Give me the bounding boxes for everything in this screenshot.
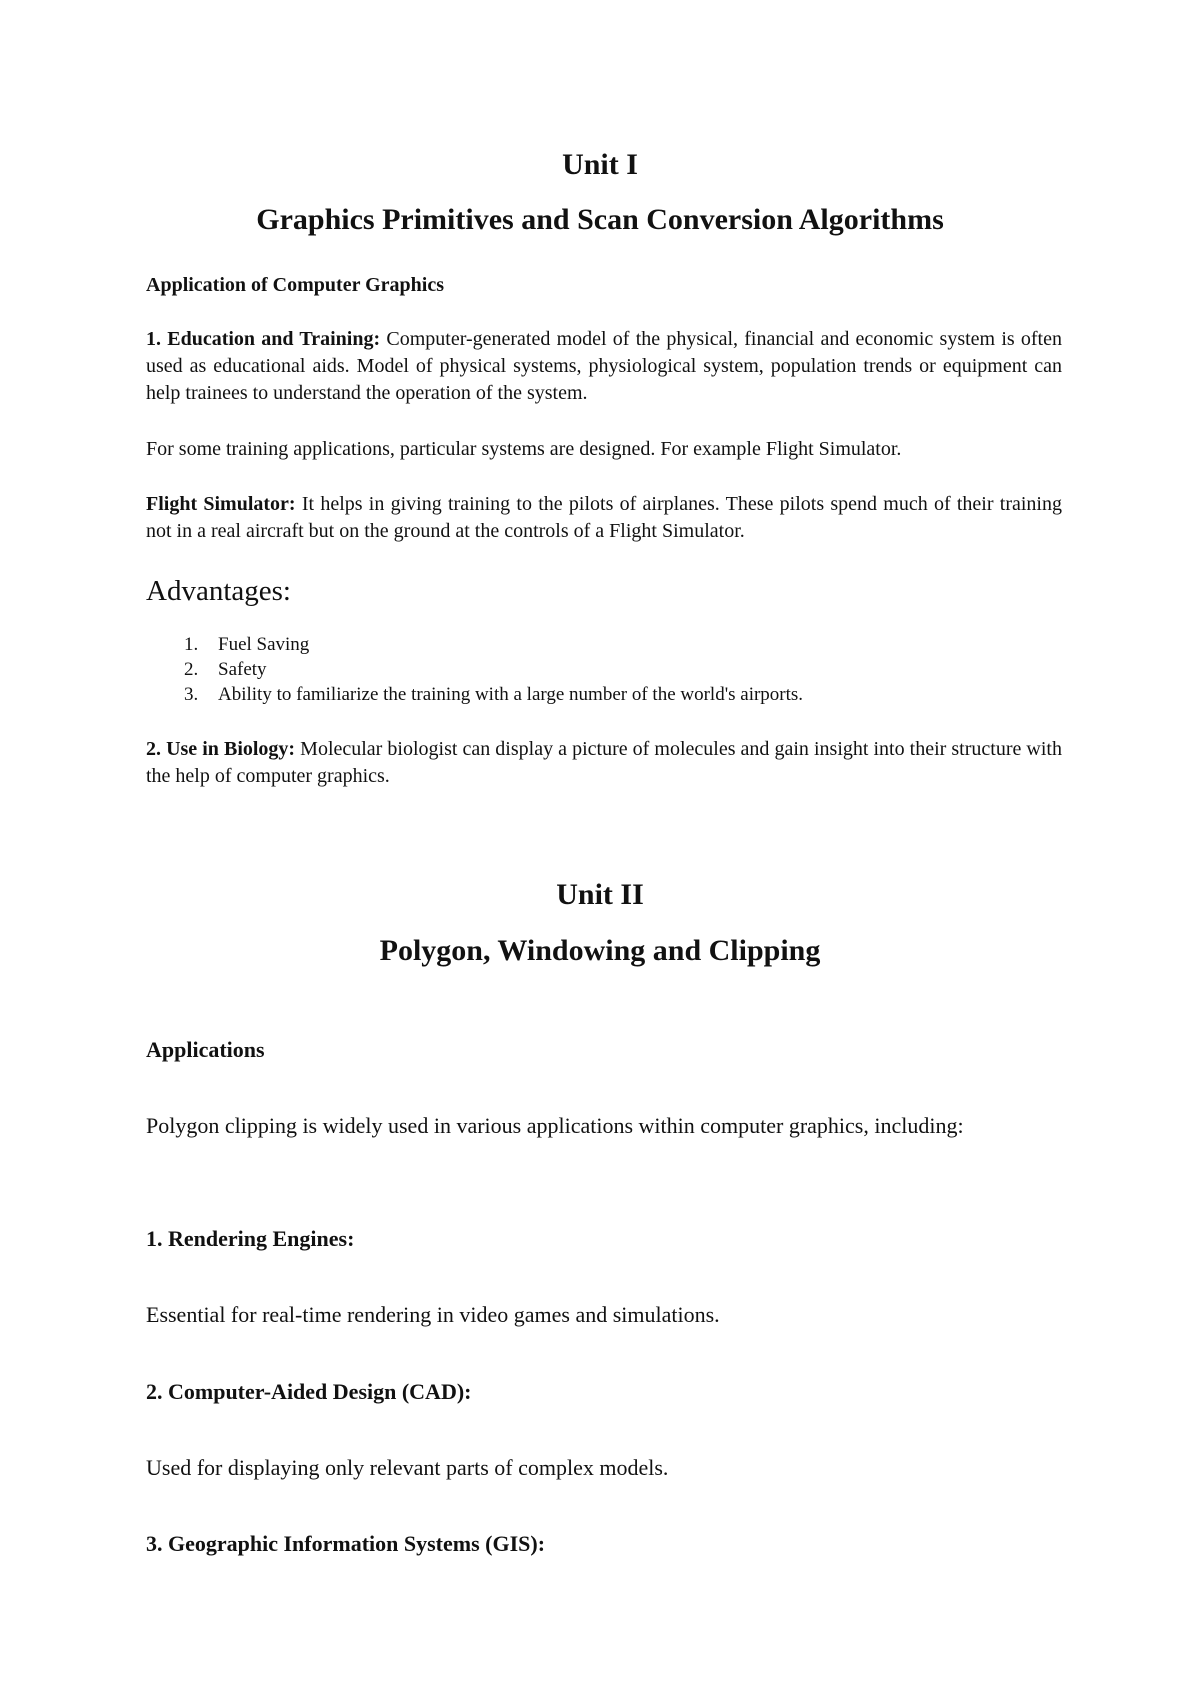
training-paragraph: For some training applications, particular systems are designed. For example Flight Simulator. — [146, 438, 902, 460]
application-heading — [146, 272, 444, 299]
applications-heading: Applications — [146, 1037, 265, 1062]
item-1-text: Essential for real-time rendering in video games and simulations. — [146, 1302, 720, 1327]
list-item-text: Fuel Saving — [218, 634, 310, 655]
unit-1-title: Graphics Primitives and Scan Conversion Algorithms — [256, 203, 944, 236]
list-item — [146, 632, 1046, 657]
unit-2-title: Polygon, Windowing and Clipping — [379, 934, 821, 967]
list-item-number: 3. — [184, 684, 199, 705]
item-2-text: Used for displaying only relevant parts of complex models. — [146, 1455, 669, 1480]
flight-simulator-text: It helps in giving training to the pilots of airplanes. These pilots spend much of their training not in a real aircraft but on the ground at the controls of a Flight Simulator. — [146, 493, 1062, 542]
list-item — [146, 682, 1046, 707]
unit-2-label: Unit II — [556, 878, 644, 911]
unit-1-label: Unit I — [562, 148, 638, 181]
biology-label: 2. Use in Biology: — [146, 738, 296, 760]
biology-paragraph — [146, 736, 1062, 790]
flight-simulator-label: Flight Simulator: — [146, 493, 296, 515]
item-1-heading: 1. Rendering Engines: — [146, 1226, 355, 1251]
biology-text: Molecular biologist can display a picture of molecules and gain insight into their structure with the help of computer graphics. — [146, 738, 1062, 787]
application-heading-text: Application of Computer Graphics — [146, 274, 444, 296]
item-2-heading: 2. Computer-Aided Design (CAD): — [146, 1379, 472, 1404]
list-item-text: Safety — [218, 659, 267, 680]
education-label: 1. Education and Training: — [146, 328, 381, 350]
item-3-heading: 3. Geographic Information Systems (GIS): — [146, 1531, 546, 1556]
advantages-list — [146, 632, 1046, 707]
advantages-heading: Advantages: — [146, 575, 291, 607]
list-item-text: Ability to familiarize the training with a large number of the world's airports. — [218, 684, 804, 705]
education-paragraph — [146, 326, 1062, 407]
list-item-number: 2. — [184, 659, 199, 680]
education-text: Computer-generated model of the physical, financial and economic system is often used as educational aids. Model of physical systems, physiological system, population trends or equipment can help trainees to understand the operation of the system. — [146, 328, 1062, 404]
list-item — [146, 657, 1046, 682]
flight-simulator-paragraph — [146, 491, 1062, 545]
intro-paragraph: Polygon clipping is widely used in various applications within computer graphics, including: — [146, 1113, 964, 1138]
list-item-number: 1. — [184, 634, 199, 655]
